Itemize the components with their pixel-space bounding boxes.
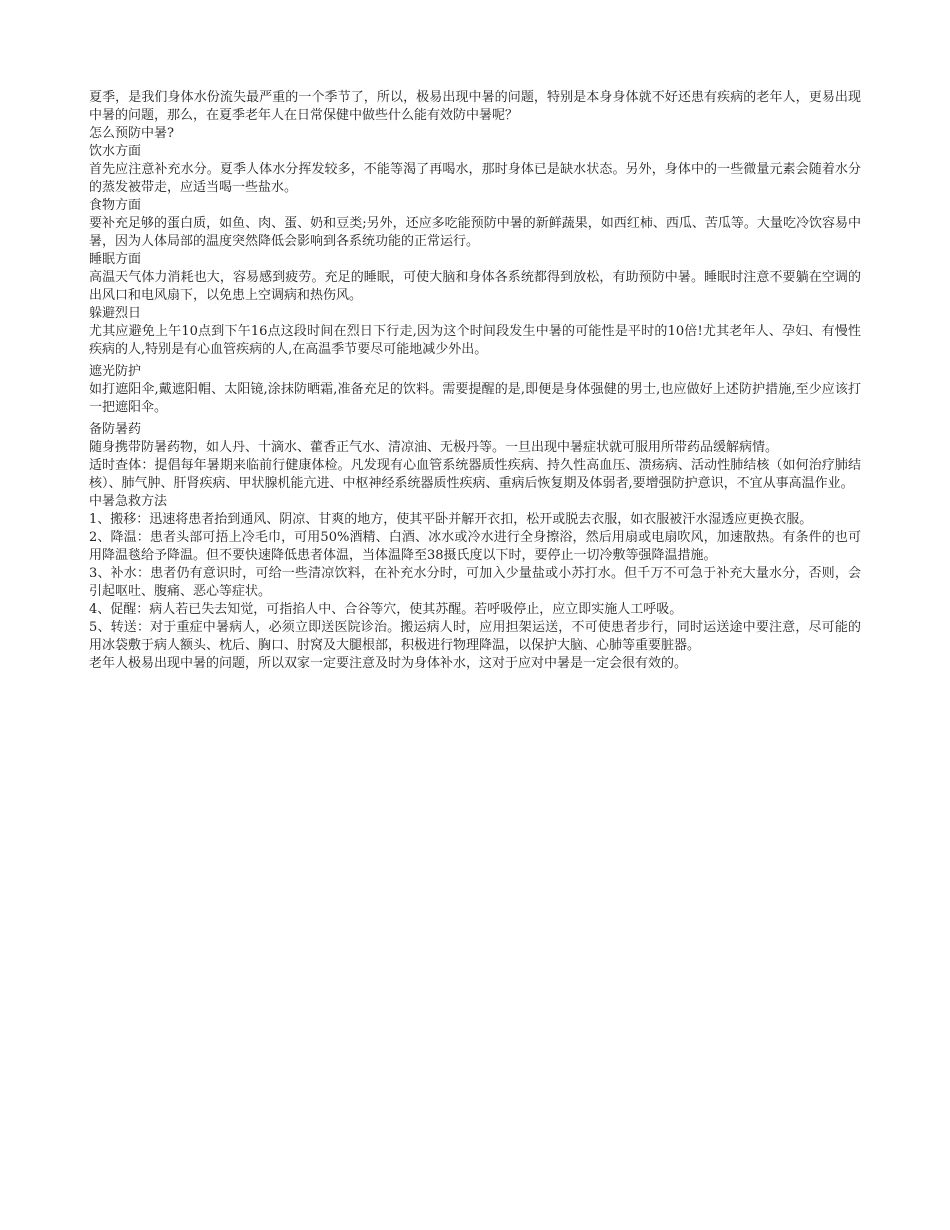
first-aid-step: 2、降温：患者头部可捂上冷毛巾，可用50%酒精、白酒、冰水或冷水进行全身擦浴，然后用扇或电扇吹风，加速散热。有条件的也可用降温毯给予降温。但不要快速降低患者体温，当体温降至38摄氏度以下时，要停止一切冷敷等强降温措施。 <box>89 530 861 563</box>
first-aid-step: 4、促醒：病人若已失去知觉，可指掐人中、合谷等穴，使其苏醒。若呼吸停止，应立即实施人工呼吸。 <box>89 602 683 617</box>
section-body-sleep: 高温天气体力消耗也大，容易感到疲劳。充足的睡眠，可使大脑和身体各系统都得到放松，有助预防中暑。睡眠时注意不要躺在空调的出风口和电风扇下，以免患上空调病和热伤风。 <box>89 270 861 303</box>
section-body-sun: 尤其应避免上午10点到下午16点这段时间在烈日下行走,因为这个时间段发生中暑的可能性是平时的10倍!尤其老年人、孕妇、有慢性疾病的人,特别是有心血管疾病的人,在高温季节要尽可能地减少外出。 <box>89 324 861 357</box>
section-heading-water: 饮水方面 <box>89 144 142 159</box>
section-body-shade: 如打遮阳伞,戴遮阳帽、太阳镜,涂抹防晒霜,准备充足的饮料。需要提醒的是,即便是身体强健的男士,也应做好上述防护措施,至少应该打一把遮阳伞。 <box>89 382 861 415</box>
section-heading-shade: 遮光防护 <box>89 364 142 379</box>
first-aid-step: 5、转送：对于重症中暑病人，必须立即送医院诊治。搬运病人时，应用担架运送，不可使患者步行，同时运送途中要注意，尽可能的用冰袋敷于病人额头、枕后、胸口、肘窝及大腿根部，积极进行物理降温，以保护大脑、心肺等重要脏器。 <box>89 620 861 653</box>
first-aid-step: 3、补水：患者仍有意识时，可给一些清凉饮料，在补充水分时，可加入少量盐或小苏打水。但千万不可急于补充大量水分，否则，会引起呕吐、腹痛、恶心等症状。 <box>89 566 861 599</box>
conclusion-paragraph: 老年人极易出现中暑的问题，所以双家一定要注意及时为身体补水，这对于应对中暑是一定会很有效的。 <box>89 656 688 671</box>
section-heading-medicine: 备防暑药 <box>89 422 142 437</box>
section-body-medicine: 随身携带防暑药物，如人丹、十滴水、藿香正气水、清凉油、无极丹等。一旦出现中暑症状就可服用所带药品缓解病情。 <box>89 440 779 455</box>
section-heading-food: 食物方面 <box>89 198 142 213</box>
checkup-paragraph: 适时查体：提倡每年暑期来临前行健康体检。凡发现有心血管系统器质性疾病、持久性高血压、溃疡病、活动性肺结核（如何治疗肺结核）、肺气肿、肝肾疾病、甲状腺机能亢进、中枢神经系统器质性疾病、重病后恢复期及体弱者,要增强防护意识，不宜从事高温作业。 <box>89 458 861 491</box>
first-aid-step: 1、搬移：迅速将患者抬到通风、阴凉、甘爽的地方，使其平卧并解开衣扣，松开或脱去衣服，如衣服被汗水湿透应更换衣服。 <box>89 512 813 527</box>
first-aid-heading: 中暑急救方法 <box>89 494 168 509</box>
section-heading-sleep: 睡眠方面 <box>89 252 142 267</box>
intro-paragraph: 夏季，是我们身体水份流失最严重的一个季节了，所以，极易出现中暑的问题，特别是本身身体就不好还患有疾病的老年人，更易出现中暑的问题，那么，在夏季老年人在日常保健中做些什么能有效防中暑呢？ <box>89 90 861 123</box>
article-body <box>89 89 861 673</box>
section-heading-sun: 躲避烈日 <box>89 306 142 321</box>
section-body-water: 首先应注意补充水分。夏季人体水分挥发较多，不能等渴了再喝水，那时身体已是缺水状态。另外，身体中的一些微量元素会随着水分的蒸发被带走，应适当喝一些盐水。 <box>89 162 861 195</box>
section-body-food: 要补充足够的蛋白质，如鱼、肉、蛋、奶和豆类;另外，还应多吃能预防中暑的新鲜蔬果，如西红柿、西瓜、苦瓜等。大量吃冷饮容易中暑，因为人体局部的温度突然降低会影响到各系统功能的正常运行。 <box>89 216 861 249</box>
question-heading: 怎么预防中暑? <box>89 126 174 141</box>
